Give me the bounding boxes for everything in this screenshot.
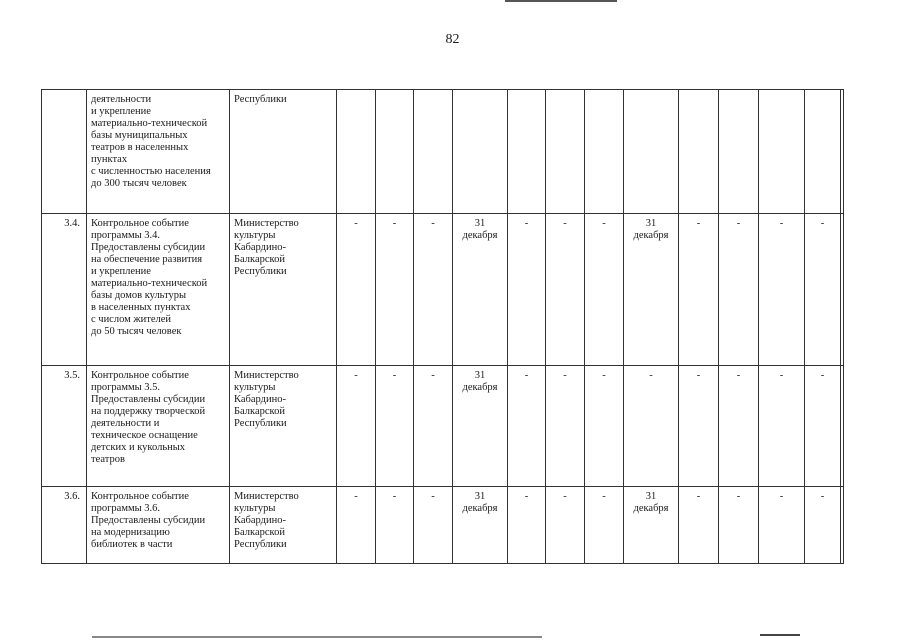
- cell-text-line: на поддержку творческой: [91, 406, 206, 417]
- schedule-cell: [585, 90, 624, 214]
- schedule-cell: [805, 214, 841, 366]
- cell-text-line: Контрольное событие: [91, 491, 189, 502]
- event-description: [87, 366, 230, 487]
- cell-text-line: -: [736, 370, 741, 381]
- table-row: [42, 487, 844, 564]
- schedule-cell: [624, 214, 679, 366]
- cell-text-line: программы 3.5.: [91, 382, 161, 393]
- cell-text-line: Контрольное событие: [91, 218, 189, 229]
- cell-text-line: программы 3.6.: [91, 503, 161, 514]
- cell-text-line: -: [779, 370, 784, 381]
- schedule-cell: [841, 487, 844, 564]
- cell-text-line: Предоставлены субсидии: [91, 394, 206, 405]
- schedule-cell: [805, 90, 841, 214]
- cell-text-line: культуры: [234, 230, 276, 241]
- cell-text-line: Министерство: [234, 218, 299, 229]
- cell-text-line: -: [392, 370, 397, 381]
- cell-text-line: декабря: [462, 230, 498, 241]
- cell-text-line: деятельности: [91, 94, 152, 105]
- responsible-party: [230, 214, 337, 366]
- schedule-cell: [805, 487, 841, 564]
- schedule-cell: [679, 90, 719, 214]
- cell-text-line: театров: [91, 454, 125, 465]
- schedule-cell: [546, 90, 585, 214]
- event-description: [87, 90, 230, 214]
- cell-text-line: материально-технической: [91, 118, 208, 129]
- schedule-cell: [508, 90, 546, 214]
- schedule-cell: [624, 366, 679, 487]
- cell-text-line: -: [563, 218, 567, 229]
- row-number: [42, 90, 87, 214]
- schedule-cell: [585, 366, 624, 487]
- cell-text-line: 31: [645, 218, 657, 229]
- schedule-cell: [759, 214, 805, 366]
- cell-text-line: -: [736, 218, 741, 229]
- schedule-cell: [414, 487, 453, 564]
- row-number: 3.5.: [42, 366, 87, 487]
- schedule-cell: [719, 366, 759, 487]
- table-row: [42, 214, 844, 366]
- schedule-cell: [337, 90, 376, 214]
- cell-text-line: деятельности и: [91, 418, 160, 429]
- schedule-cell: [841, 366, 844, 487]
- schedule-cell: [337, 366, 376, 487]
- schedule-cell: [453, 366, 508, 487]
- scan-mark-bottom: [92, 636, 542, 638]
- cell-text-line: -: [354, 491, 358, 502]
- row-number: 3.6.: [42, 487, 87, 564]
- schedule-cell: [414, 366, 453, 487]
- cell-text-line: 31: [474, 218, 486, 229]
- cell-text-line: 31: [474, 491, 486, 502]
- cell-text-line: -: [602, 370, 606, 381]
- cell-text-line: -: [820, 370, 825, 381]
- schedule-cell: [508, 366, 546, 487]
- cell-text-line: -: [392, 218, 397, 229]
- cell-text-line: и укрепление: [91, 266, 151, 277]
- cell-text-line: культуры: [234, 503, 276, 514]
- cell-text-line: -: [563, 370, 567, 381]
- cell-text-line: 31: [474, 370, 486, 381]
- cell-text-line: -: [431, 218, 435, 229]
- schedule-cell: [841, 90, 844, 214]
- schedule-cell: [414, 90, 453, 214]
- cell-text-line: -: [524, 218, 529, 229]
- cell-text-line: -: [392, 491, 397, 502]
- schedule-cell: [453, 90, 508, 214]
- cell-text-line: -: [736, 491, 741, 502]
- cell-text-line: Кабардино-: [234, 515, 286, 526]
- table-row: [42, 366, 844, 487]
- responsible-party: [230, 90, 337, 214]
- cell-text-line: Балкарской: [234, 254, 285, 265]
- schedule-cell: [453, 487, 508, 564]
- cell-text-line: библиотек в части: [91, 539, 173, 550]
- schedule-cell: [376, 214, 414, 366]
- cell-text-line: на модернизацию: [91, 527, 170, 538]
- cell-text-line: декабря: [633, 230, 669, 241]
- page-number: 82: [445, 32, 460, 47]
- table-row: [42, 90, 844, 214]
- cell-text-line: -: [431, 491, 435, 502]
- cell-text-line: -: [602, 218, 606, 229]
- row-number: 3.4.: [42, 214, 87, 366]
- cell-text-line: и укрепление: [91, 106, 151, 117]
- cell-text-line: -: [820, 491, 825, 502]
- cell-text-line: детских и кукольных: [91, 442, 186, 453]
- schedule-cell: [759, 90, 805, 214]
- schedule-cell: [841, 214, 844, 366]
- schedule-cell: [414, 214, 453, 366]
- schedule-cell: [453, 214, 508, 366]
- cell-text-line: -: [354, 218, 358, 229]
- schedule-cell: [719, 487, 759, 564]
- cell-text-line: Министерство: [234, 370, 299, 381]
- responsible-party: [230, 487, 337, 564]
- schedule-cell: [376, 90, 414, 214]
- cell-text-line: с числом жителей: [91, 314, 172, 325]
- cell-text-line: -: [696, 491, 701, 502]
- schedule-cell: [759, 487, 805, 564]
- cell-text-line: Министерство: [234, 491, 299, 502]
- cell-text-line: -: [354, 370, 358, 381]
- schedule-cell: [719, 214, 759, 366]
- schedule-cell: [508, 214, 546, 366]
- cell-text-line: -: [524, 491, 529, 502]
- cell-text-line: до 300 тысяч человек: [91, 178, 187, 189]
- cell-text-line: -: [696, 370, 701, 381]
- cell-text-line: Балкарской: [234, 527, 285, 538]
- schedule-cell: [759, 366, 805, 487]
- schedule-cell: [546, 487, 585, 564]
- cell-text-line: базы домов культуры: [91, 290, 187, 301]
- cell-text-line: до 50 тысяч человек: [91, 326, 182, 337]
- cell-text-line: базы муниципальных: [91, 130, 188, 141]
- cell-text-line: декабря: [462, 503, 498, 514]
- cell-text-line: на обеспечение развития: [91, 254, 203, 265]
- cell-text-line: декабря: [462, 382, 498, 393]
- cell-text-line: Предоставлены субсидии: [91, 515, 206, 526]
- schedule-table: [41, 89, 844, 564]
- cell-text-line: Балкарской: [234, 406, 285, 417]
- cell-text-line: пунктах: [91, 154, 128, 165]
- cell-text-line: -: [602, 491, 606, 502]
- schedule-cell: [624, 487, 679, 564]
- cell-text-line: -: [779, 218, 784, 229]
- event-description: [87, 487, 230, 564]
- cell-text-line: Кабардино-: [234, 242, 286, 253]
- schedule-cell: [679, 366, 719, 487]
- cell-text-line: -: [779, 491, 784, 502]
- cell-text-line: -: [696, 218, 701, 229]
- cell-text-line: Республики: [234, 539, 287, 550]
- cell-text-line: культуры: [234, 382, 276, 393]
- cell-text-line: театров в населенных: [91, 142, 189, 153]
- cell-text-line: Республики: [234, 266, 287, 277]
- cell-text-line: -: [563, 491, 567, 502]
- cell-text-line: Республики: [234, 94, 287, 105]
- schedule-cell: [546, 366, 585, 487]
- schedule-cell: [508, 487, 546, 564]
- cell-text-line: материально-технической: [91, 278, 208, 289]
- cell-text-line: 31: [645, 491, 657, 502]
- cell-text-line: -: [431, 370, 435, 381]
- schedule-cell: [585, 214, 624, 366]
- schedule-cell: [624, 90, 679, 214]
- cell-text-line: в населенных пунктах: [91, 302, 191, 313]
- schedule-cell: [546, 214, 585, 366]
- schedule-cell: [719, 90, 759, 214]
- cell-text-line: Контрольное событие: [91, 370, 189, 381]
- scan-mark-bottom-right: [760, 634, 800, 636]
- schedule-cell: [585, 487, 624, 564]
- event-description: [87, 214, 230, 366]
- cell-text-line: декабря: [633, 503, 669, 514]
- cell-text-line: Республики: [234, 418, 287, 429]
- cell-text-line: Предоставлены субсидии: [91, 242, 206, 253]
- cell-text-line: техническое оснащение: [91, 430, 198, 441]
- scan-mark-top: [505, 0, 617, 2]
- schedule-cell: [805, 366, 841, 487]
- schedule-cell: [337, 214, 376, 366]
- cell-text-line: с численностью населения: [91, 166, 211, 177]
- cell-text-line: -: [820, 218, 825, 229]
- schedule-cell: [679, 487, 719, 564]
- schedule-cell: [679, 214, 719, 366]
- schedule-cell: [376, 487, 414, 564]
- schedule-cell: [337, 487, 376, 564]
- schedule-cell: [376, 366, 414, 487]
- cell-text-line: -: [524, 370, 529, 381]
- cell-text-line: -: [649, 370, 653, 381]
- cell-text-line: Кабардино-: [234, 394, 286, 405]
- cell-text-line: программы 3.4.: [91, 230, 161, 241]
- responsible-party: [230, 366, 337, 487]
